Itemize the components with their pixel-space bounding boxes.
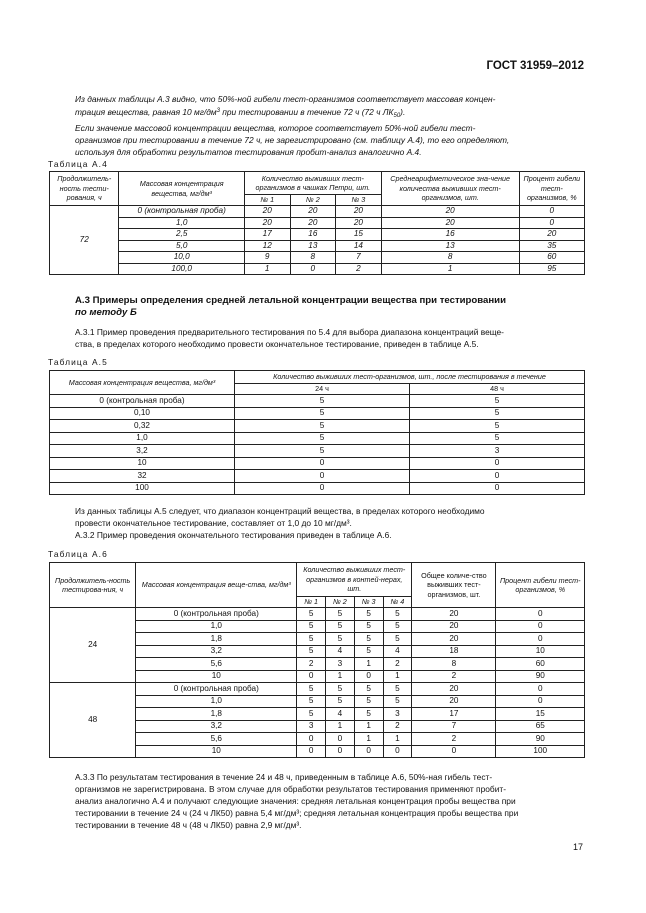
table-cell: 0: [519, 206, 584, 218]
table-cell: 5: [297, 683, 326, 696]
table-cell: 65: [496, 720, 585, 733]
table-cell: 5: [297, 608, 326, 621]
table-cell: 48: [50, 683, 136, 758]
table-row: [50, 240, 585, 252]
page-number: 17: [572, 842, 583, 852]
table-cell: 5: [326, 683, 355, 696]
table-cell: 0: [496, 683, 585, 696]
table-cell: 3,2: [50, 445, 235, 458]
text-line: А.3 Примеры определения средней летальной концентрации вещества при тестировании: [75, 295, 506, 306]
table-cell: 1,8: [136, 633, 297, 646]
table-cell: 14: [336, 240, 382, 252]
table-cell: 1: [244, 263, 290, 275]
table-header: Продолжитель-ность тести-рования, ч: [50, 172, 119, 206]
table-cell: 5: [354, 620, 383, 633]
table-cell: 20: [381, 217, 519, 229]
table-cell: 5: [410, 395, 585, 408]
table-row: [50, 608, 585, 621]
table-cell: 2: [297, 658, 326, 671]
text-line: провести окончательное тестирование, составляет от 1,0 до 10 мг/дм³.: [75, 518, 352, 528]
table-cell: 15: [336, 229, 382, 241]
table-cell: 1,0: [136, 620, 297, 633]
table-cell: 60: [519, 252, 584, 264]
table-header: № 4: [383, 597, 412, 608]
table-header: № 3: [354, 597, 383, 608]
text-span: при тестировании в течение 72 ч (72 ч ЛК: [219, 107, 394, 117]
table-cell: 4: [326, 708, 355, 721]
table-cell: 0 (контрольная проба): [136, 683, 297, 696]
table-cell: 0: [326, 733, 355, 746]
table-a4: [49, 171, 585, 275]
table-cell: 0: [410, 470, 585, 483]
text-line: организмов при тестировании в течение 72 ч, не зарегистрировано (см. таблицу А.4), то его определяют,: [75, 135, 510, 145]
table-cell: 20: [412, 608, 496, 621]
table-cell: 2: [412, 670, 496, 683]
table-row: [50, 432, 585, 445]
table-cell: 0 (контрольная проба): [50, 395, 235, 408]
table-cell: 5: [297, 695, 326, 708]
table-cell: 5: [354, 633, 383, 646]
table-cell: 2: [336, 263, 382, 275]
table-cell: 2,5: [119, 229, 244, 241]
table-cell: 20: [412, 683, 496, 696]
table-cell: 1,0: [136, 695, 297, 708]
table-row: [50, 482, 585, 495]
table-cell: 3: [297, 720, 326, 733]
text-line: тестировании в течение 24 ч (24 ч ЛК50) равна 5,4 мг/дм³; средняя летальная концентрация пробы вещества при: [75, 808, 519, 818]
table-cell: 100,0: [119, 263, 244, 275]
table-row: [50, 420, 585, 433]
table-cell: 17: [244, 229, 290, 241]
table-row: [50, 470, 585, 483]
table-cell: 100: [50, 482, 235, 495]
table-header: № 1: [244, 195, 290, 206]
text-line: Если значение массовой концентрации вещества, которое соответствует 50%-ной гибели тест-: [75, 123, 476, 133]
table-cell: 0: [496, 695, 585, 708]
table-row: [50, 445, 585, 458]
table-cell: 5: [410, 407, 585, 420]
table-cell: 5: [354, 708, 383, 721]
table-cell: 16: [290, 229, 336, 241]
text-span: трация вещества, равная 10 мг/дм: [75, 107, 217, 117]
table-cell: 5: [235, 395, 410, 408]
table-header: Продолжитель-ность тестирова-ния, ч: [50, 563, 136, 608]
table-cell: 10: [136, 745, 297, 758]
table-header: Процент гибели тест-организмов, %: [519, 172, 584, 206]
table-cell: 8: [381, 252, 519, 264]
table-cell: 18: [412, 645, 496, 658]
table-cell: 0: [297, 733, 326, 746]
table-cell: 10: [50, 457, 235, 470]
table-a6-caption: Таблица А.6: [48, 549, 108, 559]
table-cell: 10: [136, 670, 297, 683]
table-cell: 10,0: [119, 252, 244, 264]
paragraph-a31: [75, 326, 585, 350]
text-line: А.3.1 Пример проведения предварительного тестирования по 5.4 для выбора диапазона концентраций веще-: [75, 327, 504, 337]
text-line: А.3.2 Пример проведения окончательного тестирования приведен в таблице А.6.: [75, 530, 392, 540]
document-header: ГОСТ 31959–2012: [486, 60, 584, 72]
table-cell: 20: [412, 695, 496, 708]
table-cell: 8: [412, 658, 496, 671]
table-a5: [49, 370, 585, 495]
table-cell: 7: [412, 720, 496, 733]
table-cell: 5: [235, 407, 410, 420]
table-cell: 0: [235, 482, 410, 495]
table-cell: 35: [519, 240, 584, 252]
table-cell: 4: [326, 645, 355, 658]
table-cell: 5: [383, 620, 412, 633]
table-cell: 95: [519, 263, 584, 275]
table-cell: 0: [354, 670, 383, 683]
table-cell: 13: [381, 240, 519, 252]
table-cell: 0: [235, 470, 410, 483]
table-cell: 5: [410, 420, 585, 433]
table-cell: 5: [383, 695, 412, 708]
table-cell: 5: [326, 633, 355, 646]
table-header: Количество выживших тест-организмов в чашках Петри, шт.: [244, 172, 381, 195]
table-cell: 0: [496, 608, 585, 621]
text-line: используя для обработки результатов тестирования пробит-анализ аналогично А.4.: [75, 147, 422, 157]
table-row: [50, 206, 585, 218]
table-cell: 15: [496, 708, 585, 721]
table-header: Количество выживших тест-организмов, шт., после тестирования в течение: [235, 371, 585, 384]
table-row: [50, 395, 585, 408]
table-cell: 20: [412, 633, 496, 646]
table-row: [50, 457, 585, 470]
table-cell: 3: [326, 658, 355, 671]
table-cell: 20: [244, 206, 290, 218]
table-cell: 1: [354, 658, 383, 671]
text-line: организмов не зарегистрирована. В этом случае для обработки результатов тестирования применяют пробит-: [75, 784, 507, 794]
table-cell: 2: [383, 658, 412, 671]
table-header: № 3: [336, 195, 382, 206]
table-cell: 1: [354, 720, 383, 733]
table-a4-caption: Таблица А.4: [48, 159, 108, 169]
table-cell: 20: [412, 620, 496, 633]
table-a5-caption: Таблица А.5: [48, 357, 108, 367]
table-cell: 5: [410, 432, 585, 445]
table-cell: 5: [354, 695, 383, 708]
table-cell: 20: [381, 206, 519, 218]
table-cell: 5: [235, 432, 410, 445]
table-cell: 72: [50, 206, 119, 275]
table-cell: 3: [410, 445, 585, 458]
table-row: [50, 252, 585, 264]
table-cell: 10: [496, 645, 585, 658]
table-cell: 1: [326, 720, 355, 733]
section-heading-a3: [75, 295, 590, 319]
table-cell: 0: [496, 633, 585, 646]
table-cell: 3,2: [136, 720, 297, 733]
table-cell: 90: [496, 670, 585, 683]
table-cell: 20: [244, 217, 290, 229]
table-cell: 5: [383, 683, 412, 696]
table-cell: 32: [50, 470, 235, 483]
text-span: ).: [400, 107, 406, 117]
table-cell: 20: [336, 217, 382, 229]
table-cell: 5,0: [119, 240, 244, 252]
table-cell: 1: [326, 670, 355, 683]
table-cell: 5,6: [136, 658, 297, 671]
table-cell: 16: [381, 229, 519, 241]
table-cell: 2: [383, 720, 412, 733]
table-cell: 0 (контрольная проба): [136, 608, 297, 621]
table-cell: 5: [383, 633, 412, 646]
table-cell: 1: [381, 263, 519, 275]
table-cell: 24: [50, 608, 136, 683]
table-row: [50, 683, 585, 696]
table-cell: 5: [326, 695, 355, 708]
table-cell: 1,0: [119, 217, 244, 229]
table-cell: 8: [290, 252, 336, 264]
table-header: № 2: [326, 597, 355, 608]
table-cell: 60: [496, 658, 585, 671]
table-cell: 5: [297, 633, 326, 646]
table-header: № 1: [297, 597, 326, 608]
table-cell: 0,10: [50, 407, 235, 420]
table-cell: 20: [290, 206, 336, 218]
text-line: Из данных таблицы А.5 следует, что диапазон концентраций вещества, в пределах которого необходимо: [75, 506, 485, 516]
table-cell: 0: [412, 745, 496, 758]
table-cell: 5: [354, 645, 383, 658]
table-cell: 4: [383, 645, 412, 658]
table-header: Массовая концентрация вещества, мг/дм³: [50, 371, 235, 395]
table-row: [50, 407, 585, 420]
table-cell: 5: [297, 708, 326, 721]
table-cell: 9: [244, 252, 290, 264]
table-cell: 0,32: [50, 420, 235, 433]
table-cell: 1,0: [50, 432, 235, 445]
text-line: по методу Б: [75, 307, 137, 318]
table-cell: 1: [383, 733, 412, 746]
table-header: Массовая концентрация вещества, мг/дм³: [119, 172, 244, 206]
table-cell: 5: [354, 608, 383, 621]
paragraph-a33: [75, 771, 585, 831]
table-cell: 0: [297, 670, 326, 683]
table-cell: 0: [410, 482, 585, 495]
text-line: Из данных таблицы А.3 видно, что 50%-ной гибели тест-организмов соответствует массовая концен-: [75, 94, 496, 104]
table-cell: 12: [244, 240, 290, 252]
table-cell: 17: [412, 708, 496, 721]
table-cell: 0: [410, 457, 585, 470]
table-cell: 0: [496, 620, 585, 633]
table-cell: 20: [290, 217, 336, 229]
table-cell: 5: [354, 683, 383, 696]
table-cell: 2: [412, 733, 496, 746]
table-header: № 2: [290, 195, 336, 206]
table-cell: 0: [290, 263, 336, 275]
table-cell: 5: [326, 608, 355, 621]
table-header: 24 ч: [235, 384, 410, 395]
paragraph-table-a5-result: [75, 505, 585, 541]
text-line: тестировании в течение 48 ч (48 ч ЛК50) равна 2,9 мг/дм³.: [75, 820, 302, 830]
table-header: Общее количе-ство выживших тест-организмов, шт.: [412, 563, 496, 608]
table-cell: 0: [235, 457, 410, 470]
table-cell: 5: [383, 608, 412, 621]
table-header: Процент гибели тест-организмов, %: [496, 563, 585, 608]
table-cell: 7: [336, 252, 382, 264]
table-cell: 3,2: [136, 645, 297, 658]
table-cell: 20: [336, 206, 382, 218]
text-line: А.3.3 По результатам тестирования в течение 24 и 48 ч, приведенным в таблице А.6, 50%-ная гибель тест-: [75, 772, 493, 782]
paragraph-table-a3-result: [75, 93, 585, 158]
table-cell: 0: [354, 745, 383, 758]
table-row: [50, 217, 585, 229]
table-cell: 0: [297, 745, 326, 758]
table-cell: 13: [290, 240, 336, 252]
table-header: Среднеарифметическое зна-чение количества выживших тест-организмов, шт.: [381, 172, 519, 206]
text-line: трация вещества, равная 10 $мг/дм^3$ при тестировании в течение 72 ч (72 ч $ЛК_{50}$).: [75, 107, 406, 119]
table-cell: 0: [383, 745, 412, 758]
table-cell: 5: [297, 645, 326, 658]
table-cell: 5,6: [136, 733, 297, 746]
table-cell: 3: [383, 708, 412, 721]
table-a6: [49, 562, 585, 758]
table-cell: 5: [326, 620, 355, 633]
table-cell: 20: [519, 229, 584, 241]
table-cell: 5: [235, 445, 410, 458]
table-row: [50, 263, 585, 275]
table-header: Массовая концентрация веще-ства, мг/дм³: [136, 563, 297, 608]
table-cell: 100: [496, 745, 585, 758]
table-cell: 90: [496, 733, 585, 746]
table-header: Количество выживших тест-организмов в контей-нерах, шт.: [297, 563, 412, 597]
table-cell: 1: [354, 733, 383, 746]
table-cell: 1: [383, 670, 412, 683]
table-header: 48 ч: [410, 384, 585, 395]
table-cell: 5: [297, 620, 326, 633]
table-cell: 5: [235, 420, 410, 433]
table-cell: 0 (контрольная проба): [119, 206, 244, 218]
table-row: [50, 229, 585, 241]
text-line: анализ аналогично А.4 и получают следующие значения: средняя летальная концентрация пробы вещества при: [75, 796, 516, 806]
text-line: ства, в пределах которого необходимо провести окончательное тестирование, приведен в таблице А.5.: [75, 339, 479, 349]
table-cell: 0: [519, 217, 584, 229]
table-cell: 1,8: [136, 708, 297, 721]
table-cell: 0: [326, 745, 355, 758]
